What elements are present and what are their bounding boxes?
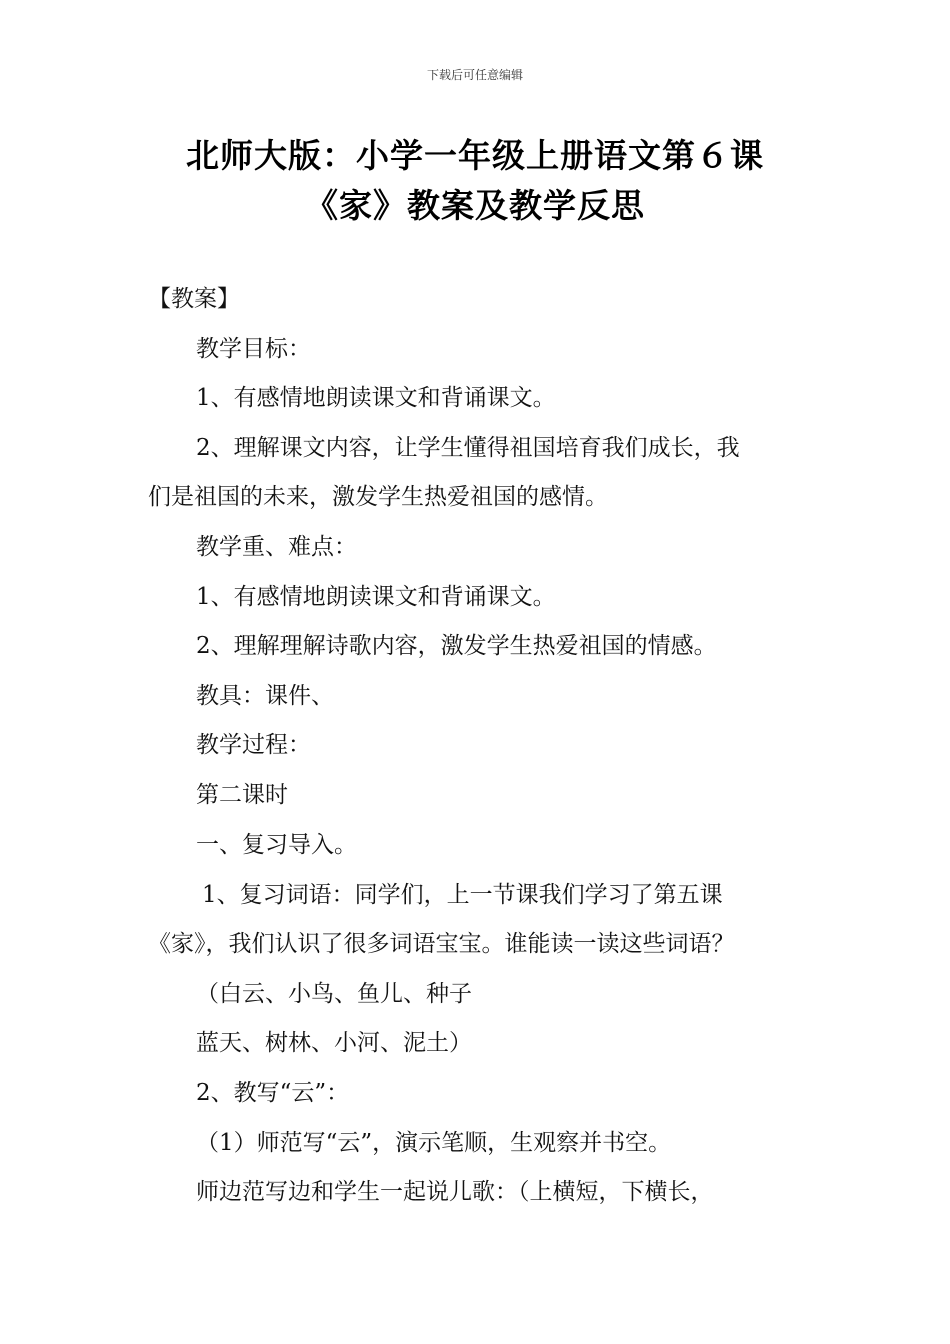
paragraph-line: 2、教写“云”： — [196, 1080, 350, 1106]
paragraph-line: 2、理解课文内容，让学生懂得祖国培育我们成长，我 — [196, 435, 740, 461]
section-label: 【教案】 — [148, 286, 240, 312]
paragraph-line: （白云、小鸟、鱼儿、种子 — [196, 981, 472, 1007]
paragraph-line: 第二课时 — [196, 782, 288, 808]
document-title-line-2: 《家》教案及教学反思 — [305, 186, 645, 225]
paragraph-line: 1、有感情地朗读课文和背诵课文。 — [196, 385, 556, 411]
paragraph-line: 1、复习词语：同学们，上一节课我们学习了第五课 — [202, 882, 723, 908]
paragraph-line: 们是祖国的未来，激发学生热爱祖国的感情。 — [148, 484, 608, 510]
paragraph-line: 教学重、难点： — [196, 534, 357, 560]
paragraph-line: 1、有感情地朗读课文和背诵课文。 — [196, 584, 556, 610]
paragraph-line: 教学目标： — [196, 336, 311, 362]
paragraph-line: 教具：课件、 — [196, 683, 334, 709]
paragraph-line: （1）师范写“云”，演示笔顺，生观察并书空。 — [196, 1130, 672, 1156]
header-note: 下载后可任意编辑 — [426, 68, 523, 82]
paragraph-line: 2、理解理解诗歌内容，激发学生热爱祖国的情感。 — [196, 633, 717, 659]
paragraph-line: 蓝天、树林、小河、泥土） — [196, 1030, 472, 1056]
paragraph-line: 《家》，我们认识了很多词语宝宝。谁能读一读这些词语？ — [148, 931, 735, 957]
paragraph-line: 一、复习导入。 — [196, 832, 357, 858]
paragraph-line: 师边范写边和学生一起说儿歌：（上横短，下横长， — [196, 1179, 714, 1205]
document-title-line-1: 北师大版：小学一年级上册语文第６课 — [186, 136, 764, 175]
paragraph-line: 教学过程： — [196, 732, 311, 758]
